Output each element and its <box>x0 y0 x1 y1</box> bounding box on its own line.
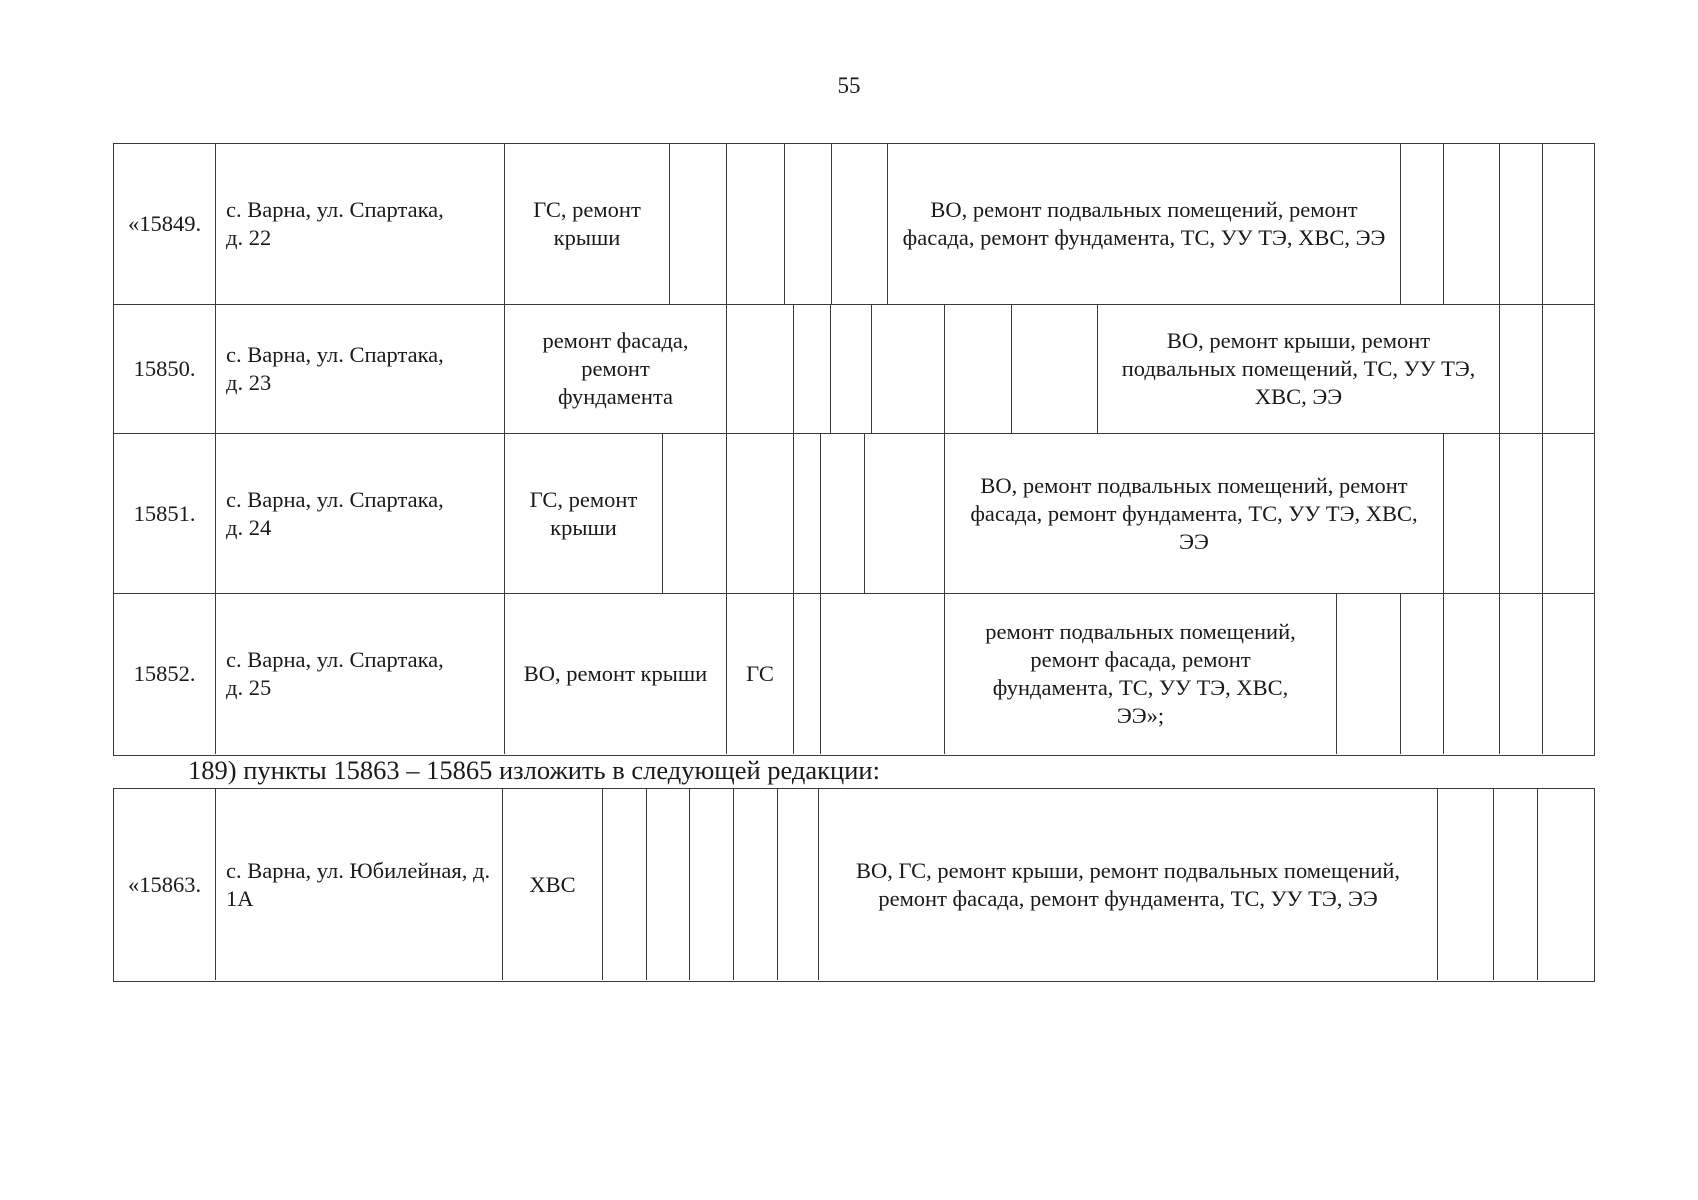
empty-cell <box>794 434 821 593</box>
works-cell: ГС, ремонт крыши <box>505 434 663 593</box>
empty-cell <box>831 305 872 433</box>
empty-cell <box>1337 594 1401 754</box>
empty-cell <box>1444 594 1500 754</box>
empty-cell <box>821 434 865 593</box>
empty-cell <box>1500 594 1543 754</box>
empty-cell <box>1494 789 1538 980</box>
empty-cell <box>1401 594 1444 754</box>
address-cell: с. Варна, ул. Спартака, д. 25 <box>216 594 505 754</box>
empty-cell <box>1012 305 1098 433</box>
works-cell: ХВС <box>503 789 603 980</box>
empty-cell <box>1538 789 1594 980</box>
works-cell-wide: ВО, ГС, ремонт крыши, ремонт подвальных помещений, ремонт фасада, ремонт фундамента, ТС, УУ ТЭ, ЭЭ <box>819 789 1438 980</box>
works-table <box>113 143 1595 756</box>
empty-cell <box>1543 434 1594 593</box>
empty-cell <box>865 434 945 593</box>
empty-cell <box>1401 144 1444 304</box>
works-cell-short: ГС <box>727 594 794 754</box>
row-number: 15851. <box>114 434 216 593</box>
empty-cell <box>778 789 819 980</box>
works-table-2 <box>113 788 1595 982</box>
works-cell-wide: ВО, ремонт подвальных помещений, ремонт фасада, ремонт фундамента, ТС, УУ ТЭ, ХВС, ЭЭ <box>945 434 1444 593</box>
empty-cell <box>821 594 945 754</box>
page-number: 55 <box>837 73 861 98</box>
empty-cell <box>734 789 778 980</box>
empty-cell <box>663 434 727 593</box>
row-number: «15849. <box>114 144 216 304</box>
address-cell: с. Варна, ул. Юбилейная, д. 1А <box>216 789 503 980</box>
table-row <box>114 789 1594 980</box>
empty-cell <box>603 789 647 980</box>
table-row <box>114 305 1594 434</box>
empty-cell <box>794 305 831 433</box>
empty-cell <box>670 144 727 304</box>
empty-cell <box>727 305 794 433</box>
empty-cell <box>1500 434 1543 593</box>
empty-cell <box>727 144 785 304</box>
empty-cell <box>872 305 945 433</box>
empty-cell <box>647 789 690 980</box>
row-number: 15852. <box>114 594 216 754</box>
works-cell-wide: ремонт подвальных помещений, ремонт фасада, ремонт фундамента, ТС, УУ ТЭ, ХВС, ЭЭ»; <box>945 594 1337 754</box>
empty-cell <box>727 434 794 593</box>
table-row <box>114 434 1594 594</box>
empty-cell <box>1444 434 1500 593</box>
empty-cell <box>1543 144 1594 304</box>
address-cell: с. Варна, ул. Спартака, д. 23 <box>216 305 505 433</box>
works-cell: ремонт фасада, ремонт фундамента <box>505 305 727 433</box>
row-number: «15863. <box>114 789 216 980</box>
works-cell-wide: ВО, ремонт подвальных помещений, ремонт фасада, ремонт фундамента, ТС, УУ ТЭ, ХВС, ЭЭ <box>888 144 1401 304</box>
instruction-paragraph: 189) пункты 15863 – 15865 изложить в следующей редакции: <box>188 755 880 785</box>
works-cell: ВО, ремонт крыши <box>505 594 727 754</box>
empty-cell <box>1543 594 1594 754</box>
works-cell: ГС, ремонт крыши <box>505 144 670 304</box>
empty-cell <box>1543 305 1594 433</box>
address-cell: с. Варна, ул. Спартака, д. 22 <box>216 144 505 304</box>
empty-cell <box>794 594 821 754</box>
empty-cell <box>1500 305 1543 433</box>
empty-cell <box>832 144 888 304</box>
empty-cell <box>1438 789 1494 980</box>
empty-cell <box>690 789 734 980</box>
address-cell: с. Варна, ул. Спартака, д. 24 <box>216 434 505 593</box>
empty-cell <box>1444 144 1500 304</box>
empty-cell <box>945 305 1012 433</box>
empty-cell <box>1500 144 1543 304</box>
row-number: 15850. <box>114 305 216 433</box>
empty-cell <box>785 144 832 304</box>
works-cell-wide: ВО, ремонт крыши, ремонт подвальных помещений, ТС, УУ ТЭ, ХВС, ЭЭ <box>1098 305 1500 433</box>
table-row <box>114 594 1594 754</box>
table-row <box>114 144 1594 305</box>
